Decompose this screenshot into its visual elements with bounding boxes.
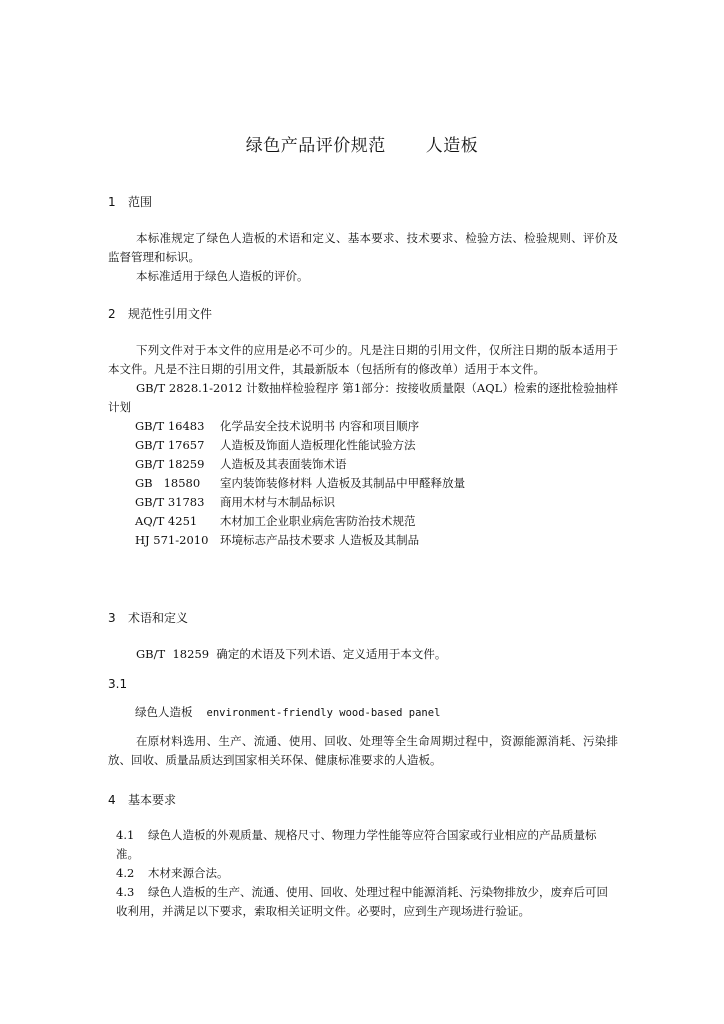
requirement-item: 4.1 绿色人造板的外观质量、规格尺寸、物理力学性能等应符合国家或行业相应的产品质量标准。 [116, 828, 597, 861]
term-definition: 在原材料选用、生产、流通、使用、回收、处理等全生命周期过程中，资源能源消耗、污染排放、回收、质量品质达到国家相关环保、健康标准要求的人造板。 [108, 734, 618, 767]
reference-item: HJ 571-2010 环境标志产品技术要求 人造板及其制品 [135, 533, 420, 547]
term-english: environment-friendly wood-based panel [206, 707, 441, 719]
section-2-heading: 2 规范性引用文件 [108, 307, 213, 321]
document-title [0, 131, 724, 156]
section-1-paragraph-2: 本标准适用于绿色人造板的评价。 [136, 269, 309, 283]
section-3-heading: 3 术语和定义 [108, 611, 189, 625]
reference-item: GB/T 16483 化学品安全技术说明书 内容和项目顺序 [135, 419, 420, 433]
section-3-paragraph: GB/T 18259 确定的术语及下列术语、定义适用于本文件。 [136, 647, 447, 661]
title-part-2: 人造板 [425, 136, 479, 156]
section-2-paragraph-1: 下列文件对于本文件的应用是必不可少的。凡是注日期的引用文件，仅所注日期的版本适用于本文件。凡是不注日期的引用文件，其最新版本（包括所有的修改单）适用于本文件。 [108, 343, 618, 376]
reference-item: GB 18580 室内装饰装修材料 人造板及其制品中甲醛释放量 [135, 476, 466, 490]
reference-item: AQ/T 4251 木材加工企业职业病危害防治技术规范 [135, 514, 416, 528]
term-chinese: 绿色人造板 [135, 705, 193, 719]
reference-item: GB/T 17657 人造板及饰面人造板理化性能试验方法 [135, 438, 416, 452]
requirement-item: 4.3 绿色人造板的生产、流通、使用、回收、处理过程中能源消耗、污染物排放少，废弃后可回收利用，并满足以下要求，索取相关证明文件。必要时，应到生产现场进行验证。 [116, 885, 608, 918]
section-1-paragraph-1: 本标准规定了绿色人造板的术语和定义、基本要求、技术要求、检验方法、检验规则、评价及监督管理和标识。 [108, 231, 618, 264]
term-entry [135, 704, 440, 720]
requirement-item: 4.2 木材来源合法。 [116, 866, 229, 880]
section-4-heading: 4 基本要求 [108, 793, 177, 807]
subsection-3-1-heading: 3.1 [108, 677, 128, 691]
title-part-1: 绿色产品评价规范 [245, 136, 386, 156]
reference-item: GB/T 31783 商用木材与木制品标识 [135, 495, 335, 509]
section-1-heading: 1 范围 [108, 195, 153, 209]
reference-item: GB/T 18259 人造板及其表面装饰术语 [135, 457, 347, 471]
section-2-paragraph-2: GB/T 2828.1-2012 计数抽样检验程序 第1部分：按接收质量限（AQL）检索的逐批检验抽样计划 [108, 381, 618, 414]
